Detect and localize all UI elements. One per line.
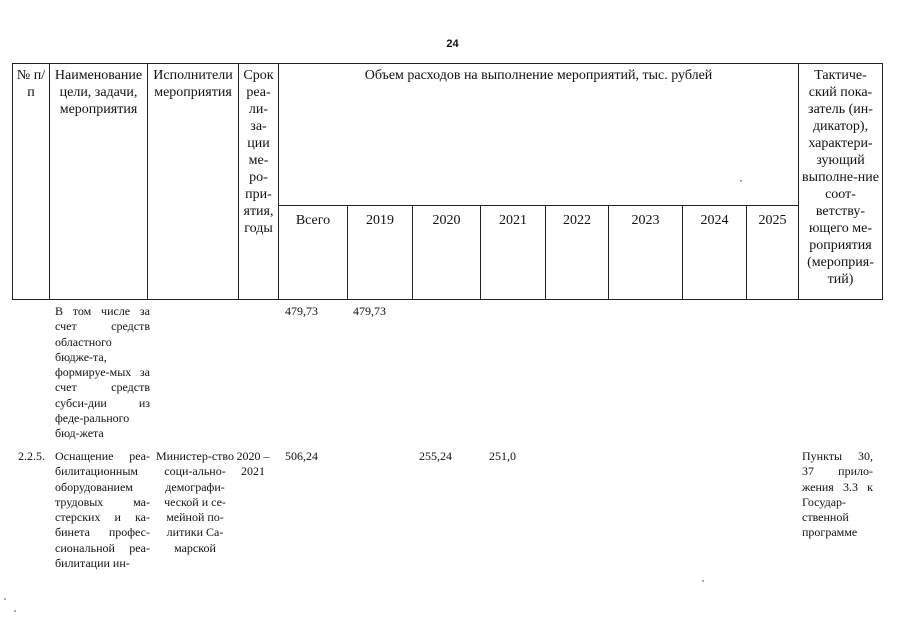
header-year-2023: 2023 — [609, 206, 683, 300]
header-year-2022: 2022 — [546, 206, 609, 300]
header-name: Наименование цели, задачи, мероприятия — [50, 64, 148, 300]
table-header — [12, 63, 883, 300]
header-executors: Исполнители мероприятия — [148, 64, 239, 300]
header-year-2024: 2024 — [683, 206, 747, 300]
row-value-2021: 251,0 — [489, 449, 516, 463]
header-year-2020: 2020 — [413, 206, 481, 300]
scan-speck — [4, 598, 6, 600]
row-name: В том числе за счет средств областного бюдже-та, формируе-мых за счет средств субси-дии из феде-рального бюд-жета — [55, 304, 150, 441]
row-num: 2.2.5. — [18, 449, 45, 463]
header-year-2019: 2019 — [348, 206, 413, 300]
row-term: 2020 – 2021 — [236, 449, 270, 479]
header-indicator: Тактиче-ский пока-затель (ин-дикатор), характери-зующий выполне-ние соот-ветству-ющего ме-роприятия (мероприя-тий) — [799, 64, 883, 300]
row-executors: Министер-ство соци-ально-демографи-ческой и се-мейной по-литики Са-марской — [156, 449, 234, 555]
header-year-2021: 2021 — [481, 206, 546, 300]
row-total: 479,73 — [285, 304, 318, 318]
scan-speck — [14, 610, 16, 612]
row-indicator: Пункты 30, 37 прило-жения 3.3 к Государ-ственной программе — [802, 449, 873, 540]
row-value-2019: 479,73 — [353, 304, 386, 318]
header-expenses-group: Объем расходов на выполнение мероприятий, тыс. рублей — [279, 64, 799, 206]
row-value-2020: 255,24 — [419, 449, 452, 463]
header-total: Всего — [279, 206, 348, 300]
header-term: Срок реа-ли-за-ции ме-ро-при-ятия, годы — [239, 64, 279, 300]
header-year-2025: 2025 — [747, 206, 799, 300]
row-name: Оснащение реа-билитационным оборудованием трудовых ма-стерских и ка-бинета профес-сиональной реа-билитации ин- — [55, 449, 150, 571]
page-number: 24 — [446, 38, 459, 50]
scan-speck — [702, 580, 704, 582]
header-num: № п/п — [13, 64, 50, 300]
scan-speck — [740, 180, 742, 182]
row-total: 506,24 — [285, 449, 318, 463]
